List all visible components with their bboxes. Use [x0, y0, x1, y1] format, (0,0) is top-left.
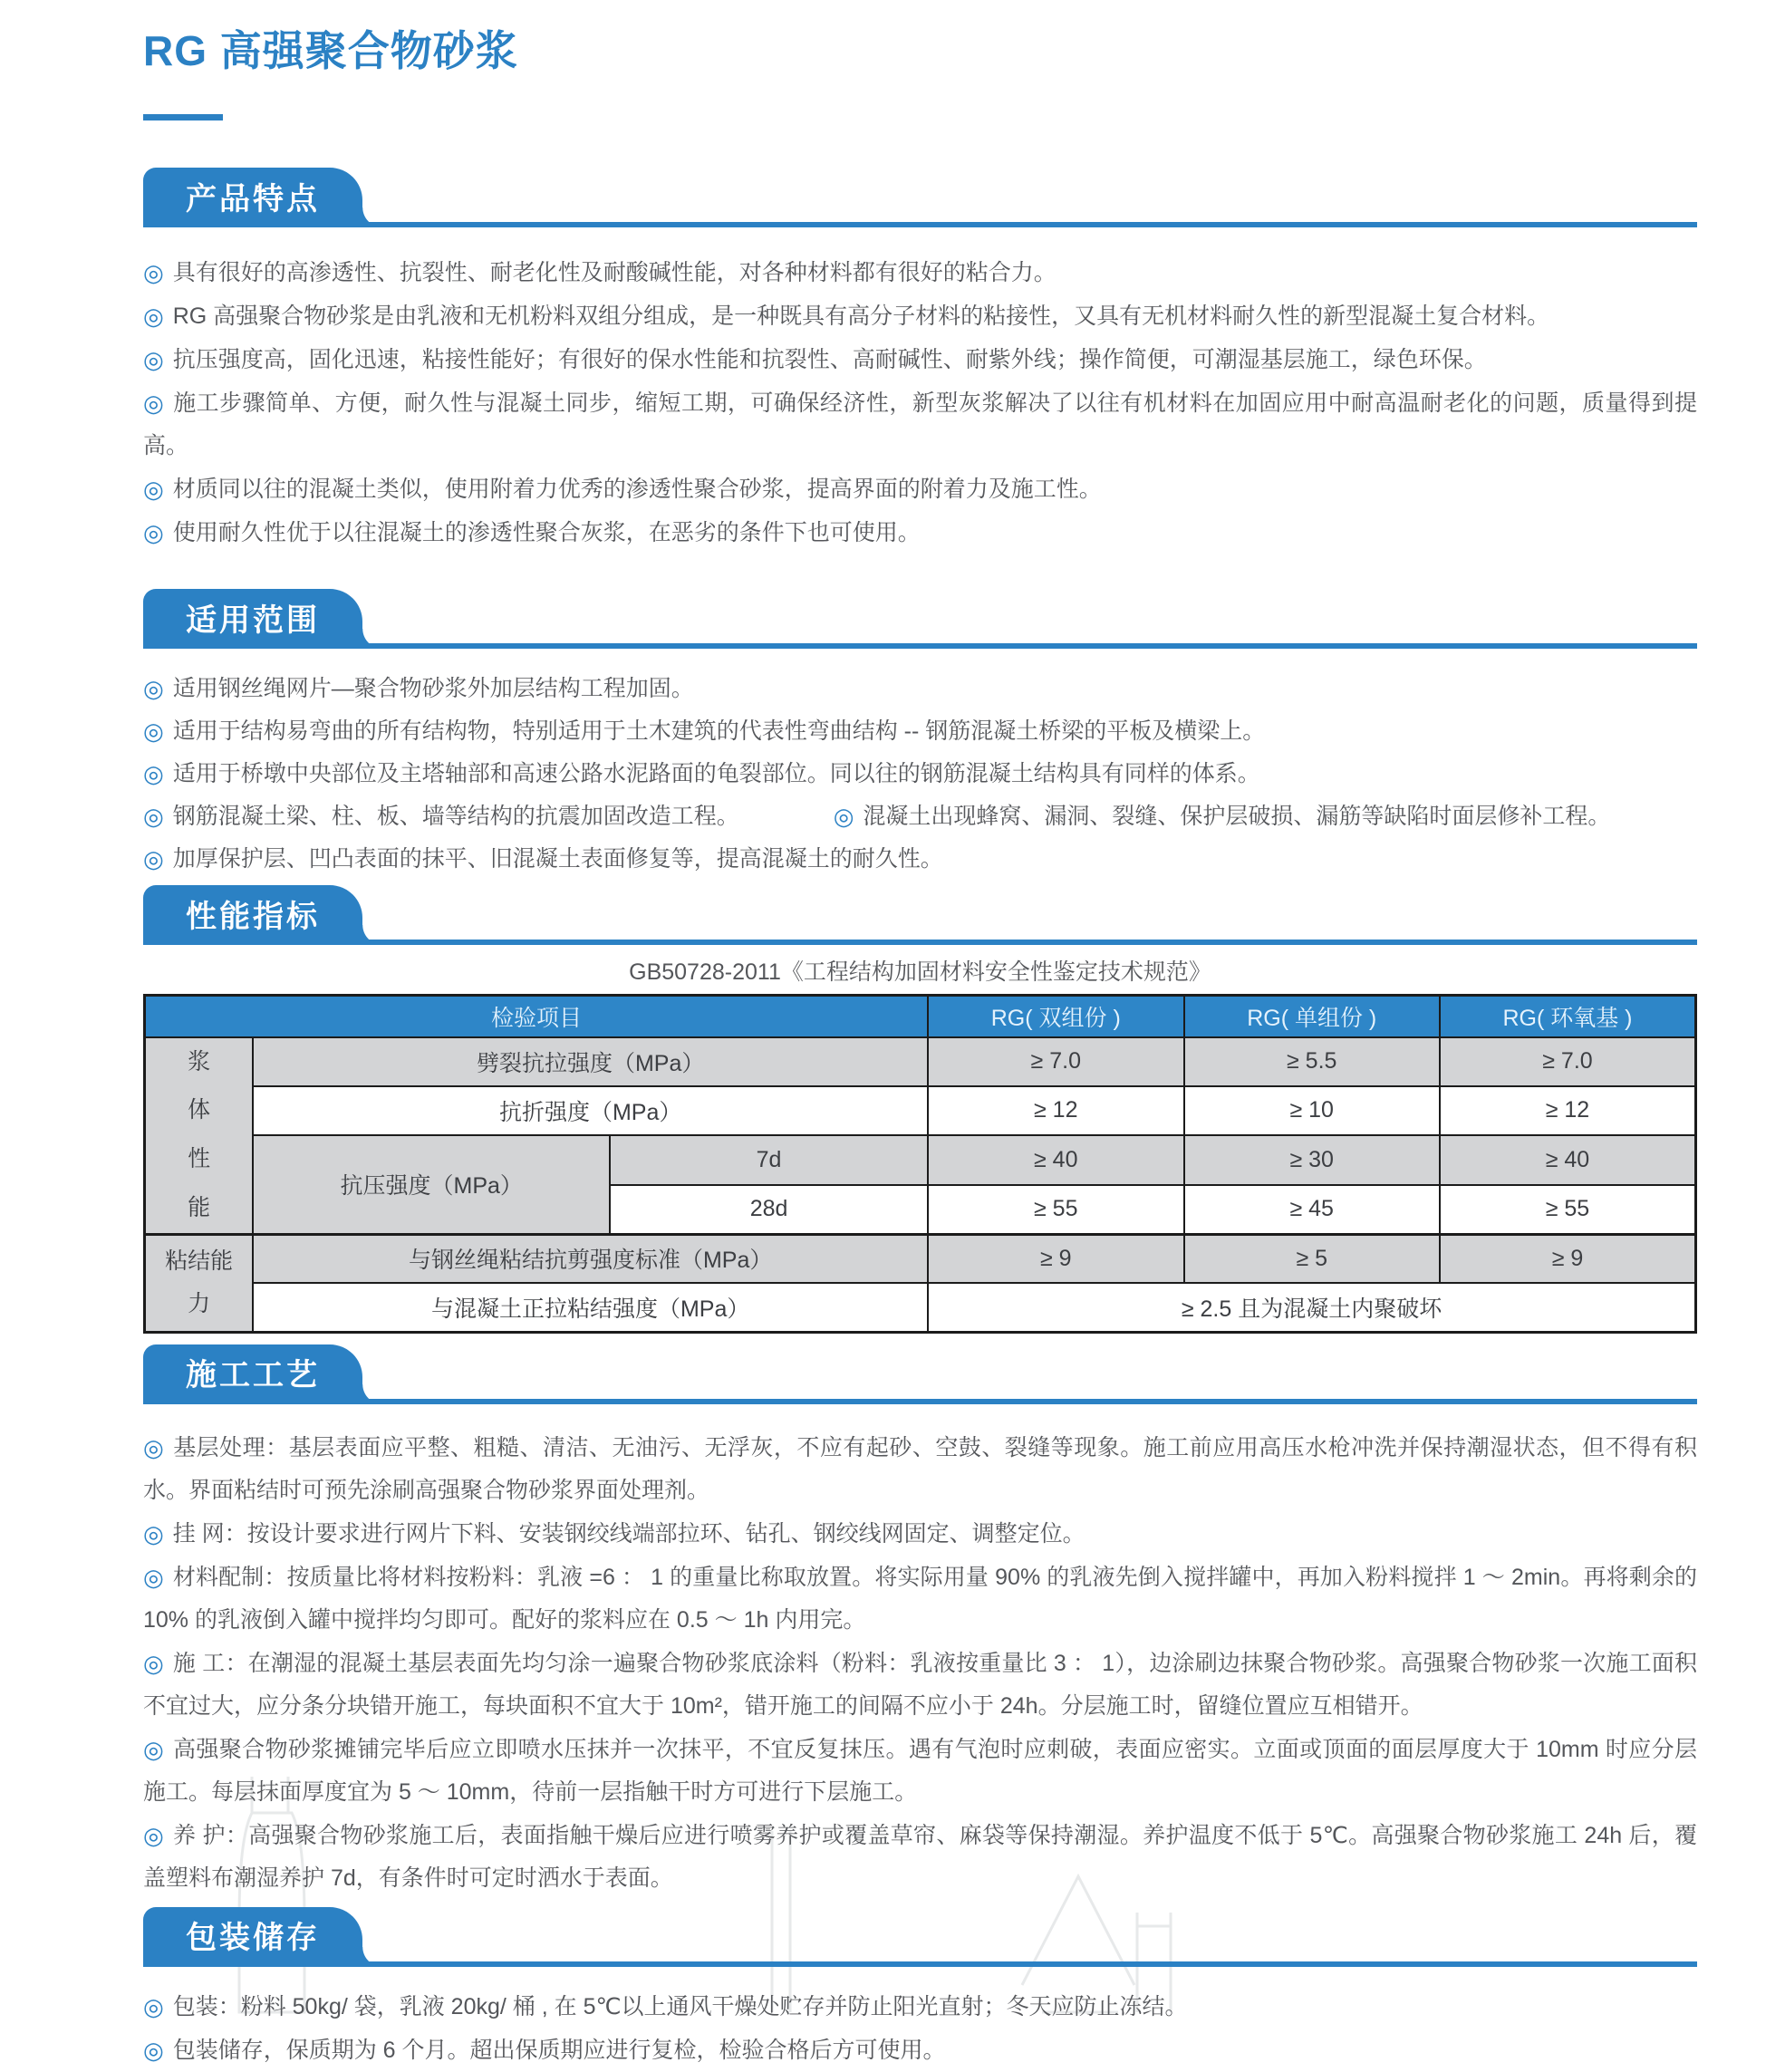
list-item-text: 养 护：高强聚合物砂浆施工后，表面指触干燥后应进行喷雾养护或覆盖草帘、麻袋等保持潮湿。养护温度不低于 5℃。高强聚合物砂浆施工 24h 后，覆盖塑料布潮湿养护 7d，有条件时可定时洒水于表面。 — [143, 1822, 1698, 1891]
list-item-text: 加厚保护层、凹凸表面的抹平、旧混凝土表面修复等，提高混凝土的耐久性。 — [172, 846, 943, 872]
row-label: 与混凝土正拉粘结强度（MPa） — [253, 1283, 928, 1332]
list-item — [143, 2029, 1697, 2072]
bullet-icon: ◎ — [143, 1735, 165, 1763]
list-item — [143, 1426, 1697, 1512]
list-item-text: 适用于桥墩中央部位及主塔轴部和高速公路水泥路面的龟裂部位。同以往的钢筋混凝土结构具有同样的体系。 — [172, 761, 1260, 786]
table-header-rge: RG( 环氧基 ) — [1440, 996, 1696, 1037]
section-header-process — [143, 1344, 1697, 1404]
features-list — [143, 251, 1697, 554]
bullet-icon: ◎ — [833, 803, 854, 830]
cell-value: ≥ 55 — [928, 1185, 1183, 1234]
cell-value: ≥ 5 — [1184, 1234, 1440, 1283]
bullet-icon: ◎ — [143, 803, 164, 830]
list-item-text: 施工步骤简单、方便，耐久性与混凝土同步，缩短工期，可确保经济性，新型灰浆解决了以往有机材料在加固应用中耐高温耐老化的问题，质量得到提高。 — [143, 390, 1698, 458]
bullet-icon: ◎ — [143, 1519, 164, 1547]
cell-value: ≥ 45 — [1184, 1185, 1440, 1234]
list-item-pair — [143, 795, 1697, 837]
list-item — [143, 251, 1697, 294]
title-underline — [143, 114, 223, 120]
list-item — [143, 752, 1697, 795]
list-item — [143, 511, 1697, 554]
process-list — [143, 1426, 1697, 1900]
list-item — [143, 1642, 1697, 1728]
list-item — [143, 1512, 1697, 1556]
page-title: RG 高强聚合物砂浆 — [143, 27, 518, 74]
cell-value: ≥ 7.0 — [928, 1037, 1183, 1086]
section-badge-packaging: 包装储存 — [143, 1907, 362, 1967]
row-sublabel: 7d — [610, 1135, 928, 1186]
list-item — [143, 709, 1697, 752]
row-label: 与钢丝绳粘结抗剪强度标准（MPa） — [253, 1234, 928, 1283]
list-item — [143, 1556, 1697, 1642]
table-header-rg2: RG( 双组份 ) — [928, 996, 1183, 1037]
bullet-icon: ◎ — [143, 346, 164, 373]
row-sublabel: 28d — [610, 1185, 928, 1234]
cell-value: ≥ 40 — [928, 1135, 1183, 1186]
list-item — [834, 795, 1611, 837]
table-row — [145, 1135, 1696, 1186]
table-row — [145, 1086, 1696, 1135]
list-item-text: 基层处理：基层表面应平整、粗糙、清洁、无油污、无浮灰，不应有起砂、空鼓、裂缝等现象。施工前应用高压水枪冲洗并保持潮湿状态，但不得有积水。界面粘结时可预先涂刷高强聚合物砂浆界面处理剂。 — [143, 1434, 1698, 1503]
cell-value: ≥ 12 — [928, 1086, 1183, 1135]
section-badge-scope: 适用范围 — [143, 589, 362, 649]
list-item-text: 材料配制：按质量比将材料按粉料：乳液 =6 ： 1 的重量比称取放置。将实际用量 90% 的乳液先倒入搅拌罐中，再加入粉料搅拌 1 ～ 2min。再将剩余的 10% 的乳液倒入罐中搅拌均匀即可。配好的浆料应在 0.5 ～ 1h 内用完。 — [143, 1564, 1697, 1633]
table-row — [145, 1037, 1696, 1086]
list-item-text: 钢筋混凝土梁、柱、板、墙等结构的抗震加固改造工程。 — [172, 804, 739, 829]
table-header-row — [145, 996, 1696, 1037]
list-item-text: 包装储存，保质期为 6 个月。超出保质期应进行复检，检验合格后方可使用。 — [172, 2037, 946, 2063]
list-item-text: 抗压强度高，固化迅速，粘接性能好；有很好的保水性能和抗裂性、高耐碱性、耐紫外线；操作简便，可潮湿基层施工，绿色环保。 — [172, 347, 1487, 372]
section-badge-process: 施工工艺 — [143, 1344, 362, 1404]
bullet-icon: ◎ — [143, 718, 164, 745]
cell-value: ≥ 7.0 — [1440, 1037, 1696, 1086]
row-label: 抗折强度（MPa） — [253, 1086, 928, 1135]
list-item — [143, 381, 1697, 467]
table-row — [145, 1234, 1696, 1283]
bullet-icon: ◎ — [143, 519, 164, 546]
section-badge-features: 产品特点 — [143, 168, 362, 227]
bullet-icon: ◎ — [143, 1563, 164, 1591]
list-item-text: 施 工：在潮湿的混凝土基层表面先均匀涂一遍聚合物砂浆底涂料（粉料：乳液按重量比 3 ： 1），边涂刷边抹聚合物砂浆。高强聚合物砂浆一次施工面积不宜过大，应分条分块错开施工，每块面积不宜大于 10m²，错开施工的间隔不应小于 24h。分层施工时，留缝位置应互相错开。 — [143, 1650, 1697, 1719]
cell-value: ≥ 10 — [1184, 1086, 1440, 1135]
section-header-features — [143, 168, 1697, 227]
cell-value: ≥ 9 — [1440, 1234, 1696, 1283]
bullet-icon: ◎ — [143, 760, 164, 787]
bullet-icon: ◎ — [143, 675, 164, 702]
list-item — [143, 837, 1697, 880]
list-item-text: 挂 网：按设计要求进行网片下料、安装钢绞线端部拉环、钻孔、钢绞线网固定、调整定位。 — [172, 1520, 1085, 1547]
group-label-slurry: 浆体性能 — [145, 1037, 254, 1235]
bullet-icon: ◎ — [143, 1992, 164, 2020]
list-item-text: 混凝土出现蜂窝、漏洞、裂缝、保护层破损、漏筋等缺陷时面层修补工程。 — [863, 804, 1611, 829]
group-label-bond: 粘结能力 — [145, 1234, 254, 1332]
list-item-text: 包装：粉料 50kg/ 袋，乳液 20kg/ 桶 , 在 5℃以上通风干燥处贮存并防止阳光直射；冬天应防止冻结。 — [172, 1993, 1188, 2019]
table-row — [145, 1283, 1696, 1332]
section-header-packaging — [143, 1907, 1697, 1967]
list-item — [143, 338, 1697, 381]
list-item-text: 材质同以往的混凝土类似，使用附着力优秀的渗透性聚合砂浆，提高界面的附着力及施工性。 — [172, 477, 1102, 502]
list-item-text: 高强聚合物砂浆摊铺完毕后应立即喷水压抹并一次抹平，不宜反复抹压。遇有气泡时应刺破，表面应密实。立面或顶面的面层厚度大于 10mm 时应分层施工。每层抹面厚度宜为 5 ～ 10mm，待前一层指触干时方可进行下层施工。 — [143, 1736, 1698, 1805]
bullet-icon: ◎ — [143, 1649, 164, 1677]
cell-value: ≥ 40 — [1440, 1135, 1696, 1186]
cell-value: ≥ 12 — [1440, 1086, 1696, 1135]
list-item-text: 适用于结构易弯曲的所有结构物，特别适用于土木建筑的代表性弯曲结构 -- 钢筋混凝土桥梁的平板及横梁上。 — [172, 718, 1266, 744]
bullet-icon: ◎ — [143, 1433, 165, 1461]
section-header-performance — [143, 885, 1697, 945]
row-label: 劈裂抗拉强度（MPa） — [253, 1037, 928, 1086]
list-item — [143, 1985, 1697, 2029]
list-item — [143, 294, 1697, 338]
list-item — [143, 667, 1697, 709]
bullet-icon: ◎ — [143, 476, 164, 503]
bullet-icon: ◎ — [143, 2036, 164, 2064]
list-item-text: 具有很好的高渗透性、抗裂性、耐老化性及耐酸碱性能，对各种材料都有很好的粘合力。 — [172, 260, 1057, 285]
scope-list — [143, 667, 1697, 880]
cell-value: ≥ 55 — [1440, 1185, 1696, 1234]
table-header-item: 检验项目 — [145, 996, 929, 1037]
list-item — [143, 1814, 1697, 1900]
bullet-icon: ◎ — [143, 1821, 164, 1849]
list-item — [143, 1728, 1697, 1814]
list-item-text: RG 高强聚合物砂浆是由乳液和无机粉料双组分组成，是一种既具有高分子材料的粘接性，又具有无机材料耐久性的新型混凝土复合材料。 — [172, 304, 1550, 329]
cell-value-span: ≥ 2.5 且为混凝土内聚破坏 — [928, 1283, 1695, 1332]
cell-value: ≥ 30 — [1184, 1135, 1440, 1186]
performance-table — [143, 994, 1697, 1334]
cell-value: ≥ 9 — [928, 1234, 1183, 1283]
section-badge-performance: 性能指标 — [143, 885, 362, 945]
packaging-list — [143, 1985, 1697, 2072]
table-caption: GB50728-2011《工程结构加固材料安全性鉴定技术规范》 — [629, 959, 1211, 985]
list-item-text: 适用钢丝绳网片—聚合物砂浆外加层结构工程加固。 — [172, 676, 694, 701]
cell-value: ≥ 5.5 — [1184, 1037, 1440, 1086]
bullet-icon: ◎ — [143, 845, 164, 872]
list-item — [143, 795, 739, 837]
section-header-scope — [143, 589, 1697, 649]
row-label: 抗压强度（MPa） — [253, 1135, 610, 1235]
bullet-icon: ◎ — [143, 259, 164, 286]
list-item — [143, 467, 1697, 511]
table-header-rg1: RG( 单组份 ) — [1184, 996, 1440, 1037]
bullet-icon: ◎ — [143, 303, 164, 330]
list-item-text: 使用耐久性优于以往混凝土的渗透性聚合灰浆，在恶劣的条件下也可使用。 — [172, 520, 921, 545]
bullet-icon: ◎ — [143, 390, 165, 417]
